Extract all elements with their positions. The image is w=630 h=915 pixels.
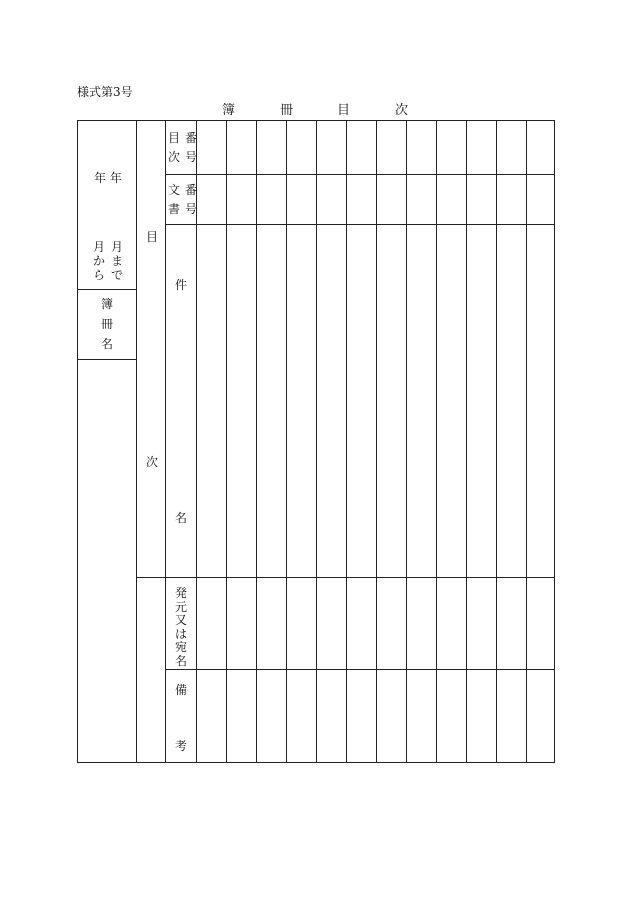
month-from-label: 月から <box>92 240 105 282</box>
grid-hline-row4 <box>165 669 555 670</box>
divider-section-column <box>165 120 166 763</box>
grid-vline <box>376 120 377 763</box>
left-hline-2 <box>77 359 136 360</box>
grid-vline <box>256 120 257 763</box>
grid-vline <box>466 120 467 763</box>
row2-header-left: 文書 <box>167 183 180 216</box>
section-label-char-1: 目 <box>146 230 159 244</box>
book-name-char-2: 冊 <box>101 317 114 331</box>
title-char-4: 次 <box>395 103 409 118</box>
divider-left-column <box>136 120 137 763</box>
grid-vline <box>286 120 287 763</box>
row1-header-right: 番号 <box>184 131 197 164</box>
row1-header-left: 目次 <box>167 131 180 164</box>
year-label: 年 年 <box>94 171 122 185</box>
grid-vline <box>526 120 527 763</box>
grid-vline <box>406 120 407 763</box>
title-char-2: 冊 <box>280 103 294 118</box>
book-name-char-1: 簿 <box>101 297 114 311</box>
title-char-3: 目 <box>337 103 351 118</box>
book-name-char-3: 名 <box>101 337 114 351</box>
subject-char-2: 名 <box>175 511 188 525</box>
left-hline-1 <box>77 289 136 290</box>
grid-vline <box>316 120 317 763</box>
row2-header-right: 番号 <box>184 183 197 216</box>
grid-hline-row3 <box>136 577 555 578</box>
subject-char-1: 件 <box>175 278 188 292</box>
grid-vline <box>496 120 497 763</box>
remarks-char-1: 備 <box>175 683 188 697</box>
grid-vline <box>436 120 437 763</box>
remarks-char-2: 考 <box>175 739 188 753</box>
title-char-1: 簿 <box>222 103 236 118</box>
grid-hline-row1 <box>165 174 555 175</box>
section-label-char-2: 次 <box>146 455 159 469</box>
form-number: 様式第3号 <box>77 85 133 99</box>
sender-recipient-label: 発元又は宛名 <box>174 586 187 668</box>
grid-hline-row2 <box>165 224 555 225</box>
grid-vline <box>346 120 347 763</box>
month-until-label: 月まで <box>110 240 123 282</box>
grid-vline <box>226 120 227 763</box>
